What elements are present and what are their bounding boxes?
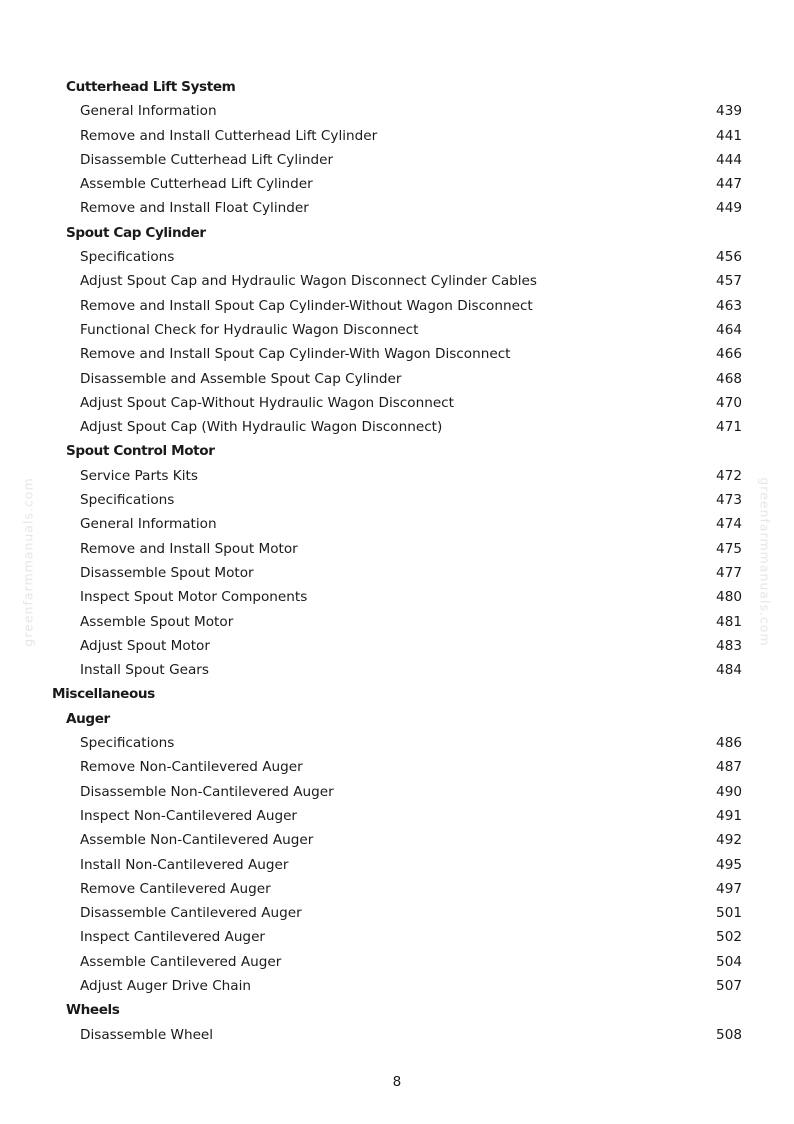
toc-entry-page-number: 501 <box>716 905 742 922</box>
toc-entry[interactable] <box>0 367 794 391</box>
toc-entry[interactable] <box>0 391 794 415</box>
toc-entry[interactable] <box>0 755 794 779</box>
toc-entry-title: Disassemble Cantilevered Auger <box>80 905 302 922</box>
toc-entry-page-number: 463 <box>716 297 742 314</box>
toc-entry-page-number: 486 <box>716 735 742 752</box>
toc-entry[interactable] <box>0 925 794 949</box>
toc-entry[interactable] <box>0 974 794 998</box>
watermark-right: greenfarmmanuals.com <box>757 477 773 647</box>
toc-entry-title: Adjust Auger Drive Chain <box>80 977 252 994</box>
toc-heading-label: Miscellaneous <box>52 686 155 703</box>
toc-heading-label: Auger <box>66 710 110 727</box>
toc-entry-title: Remove and Install Spout Cap Cylinder-With Wagon Disconnect <box>80 346 511 363</box>
toc-entry-page-number: 483 <box>716 637 742 654</box>
toc-entry-page-number: 464 <box>716 321 742 338</box>
toc-entry-title: Disassemble Cutterhead Lift Cylinder <box>80 151 334 168</box>
toc-section-heading[interactable] <box>0 998 794 1022</box>
toc-entry-title: Remove and Install Spout Motor <box>80 540 298 557</box>
toc-entry[interactable] <box>0 294 794 318</box>
toc-entry-title: Inspect Spout Motor Components <box>80 589 308 606</box>
table-of-contents <box>0 75 794 1047</box>
toc-entry-page-number: 504 <box>716 953 742 970</box>
toc-entry-page-number: 473 <box>716 492 742 509</box>
toc-entry[interactable] <box>0 464 794 488</box>
toc-entry-page-number: 471 <box>716 419 742 436</box>
toc-entry[interactable] <box>0 610 794 634</box>
toc-entry-page-number: 487 <box>716 759 742 776</box>
toc-entry-title: Service Parts Kits <box>80 467 198 484</box>
toc-entry-page-number: 456 <box>716 249 742 266</box>
toc-entry[interactable] <box>0 245 794 269</box>
toc-entry[interactable] <box>0 561 794 585</box>
toc-section-heading[interactable] <box>0 439 794 463</box>
toc-heading-label: Spout Control Motor <box>66 443 215 460</box>
toc-entry-title: Assemble Cutterhead Lift Cylinder <box>80 176 313 193</box>
toc-entry-page-number: 449 <box>716 200 742 217</box>
toc-entry-title: Assemble Non-Cantilevered Auger <box>80 832 314 849</box>
toc-entry-title: Remove and Install Spout Cap Cylinder-Without Wagon Disconnect <box>80 297 533 314</box>
toc-entry-page-number: 508 <box>716 1026 742 1043</box>
toc-entry-page-number: 492 <box>716 832 742 849</box>
toc-section-heading[interactable] <box>0 221 794 245</box>
toc-entry[interactable] <box>0 950 794 974</box>
toc-entry-title: Inspect Non-Cantilevered Auger <box>80 807 298 824</box>
toc-entry[interactable] <box>0 731 794 755</box>
toc-entry-title: Adjust Spout Motor <box>80 637 210 654</box>
toc-entry[interactable] <box>0 196 794 220</box>
toc-entry-title: Disassemble Wheel <box>80 1026 214 1043</box>
toc-entry-title: Specifications <box>80 735 175 752</box>
toc-entry-title: Specifications <box>80 249 175 266</box>
toc-entry-page-number: 439 <box>716 103 742 120</box>
toc-entry-page-number: 477 <box>716 564 742 581</box>
toc-entry-page-number: 468 <box>716 370 742 387</box>
toc-entry-page-number: 472 <box>716 467 742 484</box>
toc-entry-title: Disassemble and Assemble Spout Cap Cylinder <box>80 370 402 387</box>
toc-entry[interactable] <box>0 804 794 828</box>
watermark-left: greenfarmmanuals.com <box>20 477 36 647</box>
toc-entry-page-number: 470 <box>716 394 742 411</box>
toc-entry-title: Adjust Spout Cap-Without Hydraulic Wagon Disconnect <box>80 394 454 411</box>
toc-entry[interactable] <box>0 634 794 658</box>
toc-entry-title: General Information <box>80 103 217 120</box>
toc-entry-title: Remove and Install Cutterhead Lift Cylinder <box>80 127 378 144</box>
toc-entry-page-number: 480 <box>716 589 742 606</box>
toc-entry-page-number: 474 <box>716 516 742 533</box>
toc-section-heading[interactable] <box>0 707 794 731</box>
toc-entry[interactable] <box>0 512 794 536</box>
toc-entry-page-number: 507 <box>716 977 742 994</box>
toc-section-heading[interactable] <box>0 75 794 99</box>
toc-entry-title: Adjust Spout Cap (With Hydraulic Wagon Disconnect) <box>80 419 443 436</box>
toc-entry[interactable] <box>0 172 794 196</box>
toc-entry[interactable] <box>0 585 794 609</box>
toc-chapter-heading[interactable] <box>0 682 794 706</box>
toc-entry-page-number: 481 <box>716 613 742 630</box>
toc-entry-title: Functional Check for Hydraulic Wagon Disconnect <box>80 321 419 338</box>
toc-entry-title: Inspect Cantilevered Auger <box>80 929 266 946</box>
toc-entry[interactable] <box>0 269 794 293</box>
toc-entry[interactable] <box>0 658 794 682</box>
toc-entry[interactable] <box>0 853 794 877</box>
toc-entry[interactable] <box>0 901 794 925</box>
toc-entry[interactable] <box>0 537 794 561</box>
toc-entry-page-number: 497 <box>716 880 742 897</box>
toc-entry[interactable] <box>0 124 794 148</box>
toc-entry-title: Assemble Cantilevered Auger <box>80 953 282 970</box>
toc-entry-title: Remove Non-Cantilevered Auger <box>80 759 303 776</box>
toc-heading-label: Cutterhead Lift System <box>66 79 236 95</box>
toc-entry-title: Adjust Spout Cap and Hydraulic Wagon Disconnect Cylinder Cables <box>80 273 538 290</box>
toc-entry-title: Specifications <box>80 492 175 509</box>
toc-entry-title: Install Spout Gears <box>80 662 209 679</box>
toc-entry-page-number: 444 <box>716 151 742 168</box>
toc-entry[interactable] <box>0 488 794 512</box>
toc-entry[interactable] <box>0 342 794 366</box>
toc-entry-title: Install Non-Cantilevered Auger <box>80 856 289 873</box>
toc-entry-page-number: 484 <box>716 662 742 679</box>
toc-entry-page-number: 475 <box>716 540 742 557</box>
toc-entry-title: Disassemble Spout Motor <box>80 564 254 581</box>
toc-entry-title: Remove Cantilevered Auger <box>80 880 271 897</box>
toc-entry-title: Assemble Spout Motor <box>80 613 234 630</box>
toc-entry-title: Remove and Install Float Cylinder <box>80 200 309 217</box>
toc-entry-page-number: 502 <box>716 929 742 946</box>
toc-entry-page-number: 447 <box>716 176 742 193</box>
toc-entry-page-number: 491 <box>716 807 742 824</box>
toc-entry[interactable] <box>0 877 794 901</box>
toc-entry-page-number: 495 <box>716 856 742 873</box>
toc-heading-label: Spout Cap Cylinder <box>66 224 206 241</box>
toc-entry-title: General Information <box>80 516 217 533</box>
toc-heading-label: Wheels <box>66 1002 120 1019</box>
toc-entry[interactable] <box>0 99 794 123</box>
page-number: 8 <box>392 1074 402 1090</box>
toc-entry-page-number: 441 <box>716 127 742 144</box>
toc-entry-page-number: 490 <box>716 783 742 800</box>
toc-entry-title: Disassemble Non-Cantilevered Auger <box>80 783 334 800</box>
toc-entry[interactable] <box>0 780 794 804</box>
toc-entry[interactable] <box>0 318 794 342</box>
toc-entry[interactable] <box>0 1023 794 1047</box>
toc-entry-page-number: 457 <box>716 273 742 290</box>
toc-entry-page-number: 466 <box>716 346 742 363</box>
toc-entry[interactable] <box>0 415 794 439</box>
toc-entry[interactable] <box>0 148 794 172</box>
toc-entry[interactable] <box>0 828 794 852</box>
